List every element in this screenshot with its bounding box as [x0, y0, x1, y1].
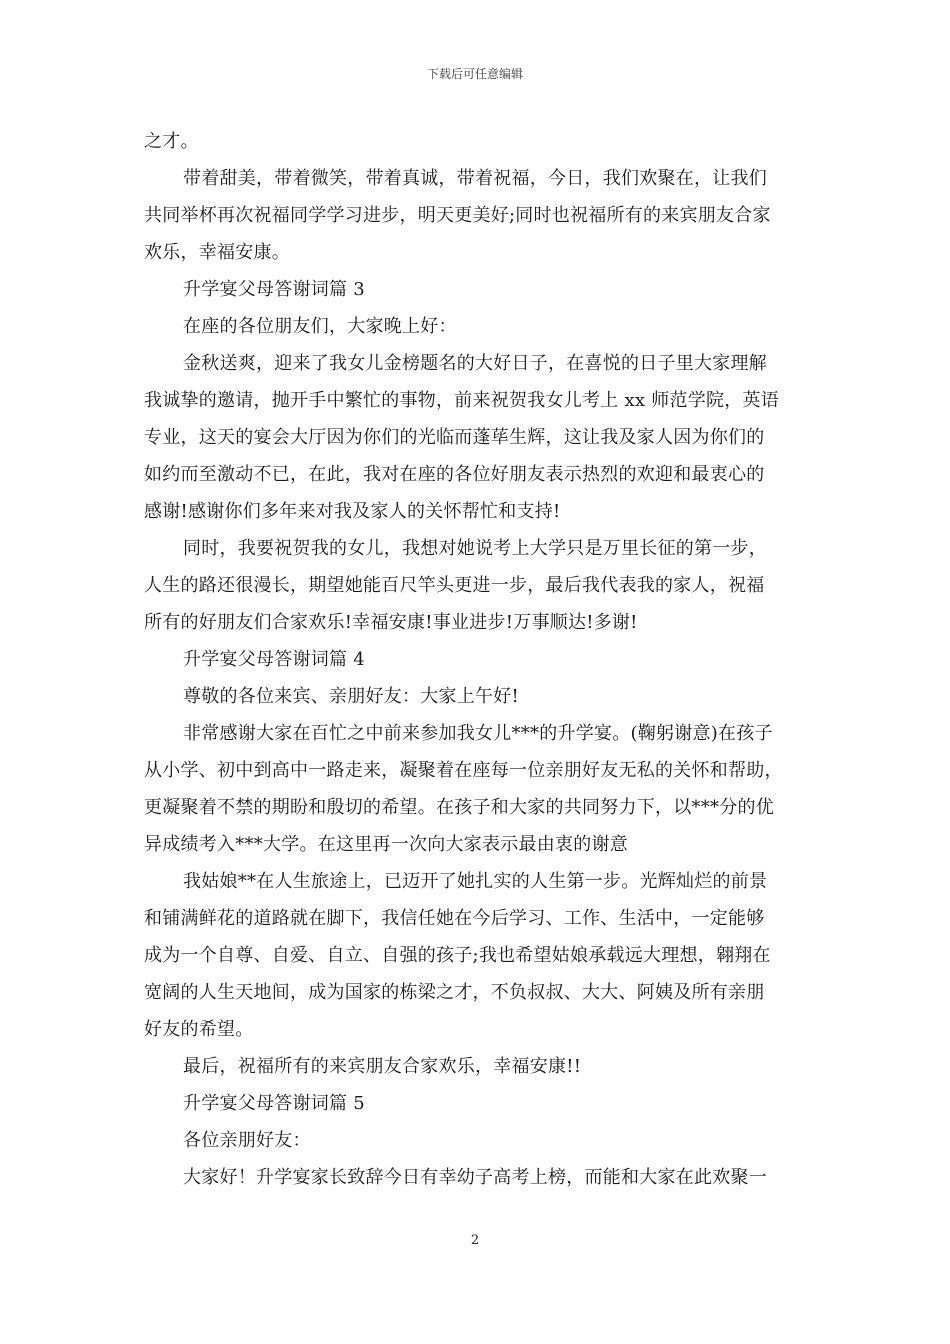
text-line: 大家好！升学宴家长致辞今日有幸幼子高考上榜，而能和大家在此欢聚一 [183, 1167, 767, 1188]
text-line: 如约而至激动不已，在此，我对在座的各位好朋友表示热烈的欢迎和最衷心的 [144, 464, 765, 485]
text-line: 尊敬的各位来宾、亲朋好友：大家上午好! [183, 686, 519, 707]
text-line: 金秋送爽，迎来了我女儿金榜题名的大好日子，在喜悦的日子里大家理解 [183, 353, 767, 374]
text-line: 和铺满鲜花的道路就在脚下，我信任她在今后学习、工作、生活中，一定能够 [144, 908, 765, 929]
text-line: 人生的路还很漫长，期望她能百尺竿头更进一步，最后我代表我的家人，祝福 [144, 575, 765, 596]
text-line: 更凝聚着不禁的期盼和殷切的希望。在孩子和大家的共同努力下，以***分的优 [144, 797, 774, 818]
text-line: 专业，这天的宴会大厅因为你们的光临而蓬荜生辉，这让我及家人因为你们的 [144, 427, 765, 448]
text-line: 升学宴父母答谢词篇 3 [183, 279, 365, 300]
text-line: 所有的好朋友们合家欢乐!幸福安康!事业进步!万事顺达!多谢! [144, 612, 638, 633]
text-line: 非常感谢大家在百忙之中前来参加我女儿***的升学宴。(鞠躬谢意)在孩子 [183, 723, 773, 744]
page-header: 下载后可任意编辑 [426, 67, 523, 81]
text-line: 升学宴父母答谢词篇 5 [183, 1093, 365, 1114]
text-line: 之才。 [144, 131, 199, 152]
text-line: 最后，祝福所有的来宾朋友合家欢乐，幸福安康!! [183, 1056, 582, 1077]
text-line: 共同举杯再次祝福同学学习进步，明天更美好;同时也祝福所有的来宾朋友合家 [144, 205, 771, 226]
text-line: 异成绩考入***大学。在这里再一次向大家表示最由衷的谢意 [144, 834, 628, 855]
text-line: 好友的希望。 [144, 1019, 254, 1040]
text-line: 各位亲朋好友： [183, 1130, 311, 1151]
text-line: 带着甜美，带着微笑，带着真诚，带着祝福，今日，我们欢聚在，让我们 [183, 168, 767, 189]
text-line: 同时，我要祝贺我的女儿，我想对她说考上大学只是万里长征的第一步， [183, 538, 767, 559]
text-line: 成为一个自尊、自爱、自立、自强的孩子;我也希望姑娘承载远大理想，翱翔在 [144, 945, 771, 966]
text-line: 宽阔的人生天地间，成为国家的栋梁之才，不负叔叔、大大、阿姨及所有亲朋 [144, 982, 765, 1003]
text-line: 从小学、初中到高中一路走来，凝聚着在座每一位亲朋好友无私的关怀和帮助， [144, 760, 783, 781]
text-line: 我姑娘**在人生旅途上，已迈开了她扎实的人生第一步。光辉灿烂的前景 [183, 871, 768, 892]
text-line: 欢乐，幸福安康。 [144, 242, 290, 263]
page-number: 2 [470, 1233, 480, 1248]
text-line: 在座的各位朋友们，大家晚上好： [183, 316, 457, 337]
text-line: 升学宴父母答谢词篇 4 [183, 649, 365, 670]
document-body [144, 123, 814, 1196]
text-line: 感谢!感谢你们多年来对我及家人的关怀帮忙和支持! [144, 501, 561, 522]
text-line: 我诚挚的邀请，抛开手中繁忙的事物，前来祝贺我女儿考上 xx 师范学院，英语 [144, 390, 779, 411]
